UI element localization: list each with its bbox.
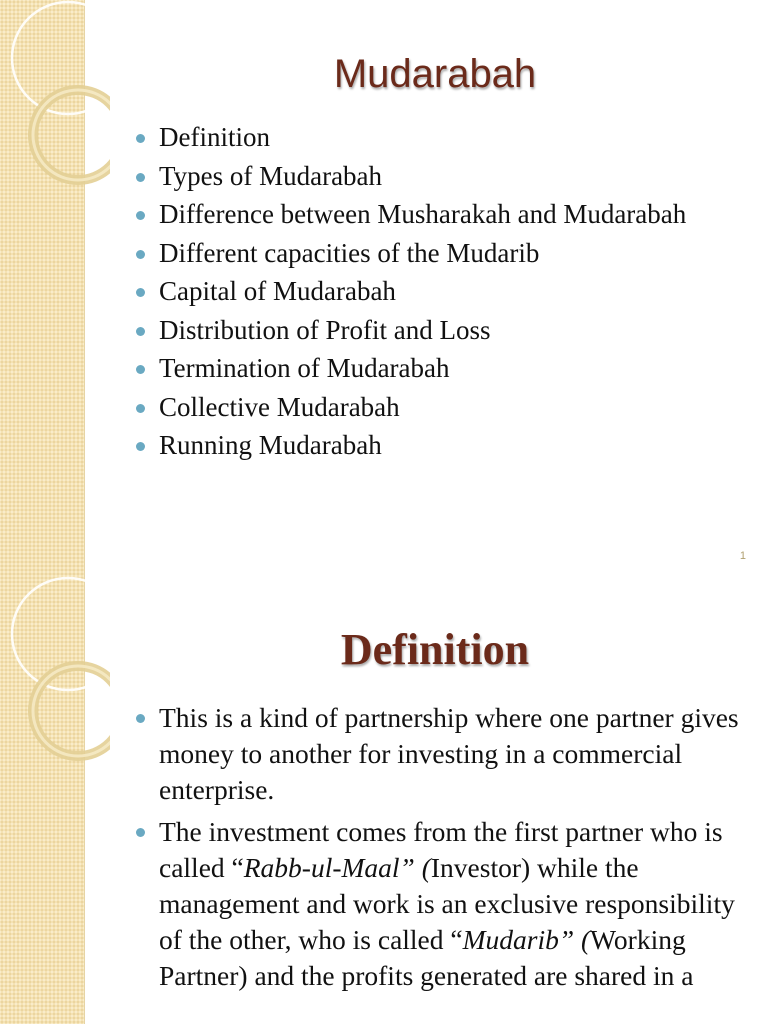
slide-2 — [0, 576, 768, 1024]
slide-title: Mudarabah — [333, 52, 537, 96]
list-item: Different capacities of the Mudarib — [134, 237, 694, 269]
bullet-icon — [136, 250, 145, 259]
list-item: Definition — [134, 121, 694, 153]
list-item: This is a kind of partnership where one partner gives money to another for investing in a commercial enterprise. — [134, 700, 744, 808]
bullet-icon — [136, 327, 145, 336]
list-item: The investment comes from the first partner who is called “Rabb-ul-Maal” (Investor) while the management and work is an exclusive responsibility of the other, who is called “Mudarib” (Working Partner) and the profits generated are shared in a — [134, 814, 744, 994]
list-item: Difference between Musharakah and Mudarabah — [134, 198, 694, 230]
slide-title: Definition — [340, 625, 530, 674]
decorative-rings-icon — [0, 0, 110, 200]
list-item: Types of Mudarabah — [134, 160, 694, 192]
page-number: 1 — [739, 550, 746, 562]
decorative-rings-icon — [0, 576, 110, 776]
list-item: Running Mudarabah — [134, 429, 694, 461]
bullet-icon — [136, 288, 145, 297]
bullet-icon — [136, 134, 145, 143]
bullet-icon — [136, 173, 145, 182]
bullet-icon — [136, 442, 145, 451]
definition-list — [134, 700, 744, 1000]
bullet-icon — [136, 828, 145, 837]
bullet-icon — [136, 404, 145, 413]
list-item: Distribution of Profit and Loss — [134, 314, 694, 346]
bullet-icon — [136, 714, 145, 723]
bullet-icon — [136, 211, 145, 220]
bullet-icon — [136, 365, 145, 374]
list-item: Termination of Mudarabah — [134, 352, 694, 384]
list-item: Collective Mudarabah — [134, 391, 694, 423]
topic-list — [134, 121, 694, 468]
list-item: Capital of Mudarabah — [134, 275, 694, 307]
